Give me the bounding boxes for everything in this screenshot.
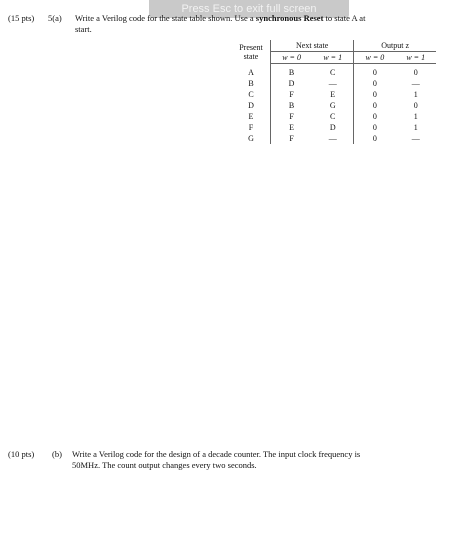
table-row: [232, 100, 436, 111]
question-5b-continuation: 50MHz. The count output changes every two seconds.: [72, 460, 257, 470]
fullscreen-exit-banner: Press Esc to exit full screen: [149, 0, 349, 18]
question-5a-continuation: start.: [75, 24, 92, 34]
table-cell: B: [288, 101, 295, 110]
table-cell: 0: [372, 134, 377, 143]
table-cell: 0: [372, 112, 377, 121]
subheader-next-w0: w = 0: [271, 52, 313, 64]
header-present-state: Present state: [232, 40, 271, 64]
table-cell: 0: [372, 101, 377, 110]
table-cell: C: [232, 89, 271, 100]
table-cell: 1: [413, 90, 418, 99]
subheader-out-w0: w = 0: [354, 52, 396, 64]
table-cell: 0: [372, 68, 377, 77]
table-cell: 0: [372, 90, 377, 99]
table-cell: —: [411, 79, 420, 88]
question-5b-number: (b): [52, 449, 62, 459]
table-cell: F: [289, 90, 294, 99]
table-cell: F: [289, 134, 294, 143]
table-cell: 0: [413, 101, 418, 110]
table-cell: C: [312, 64, 354, 79]
table-cell: D: [232, 100, 271, 111]
table-row: [232, 122, 436, 133]
table-cell: 0: [372, 79, 377, 88]
table-cell: C: [312, 111, 354, 122]
table-cell: 1: [413, 112, 418, 121]
table-cell: A: [232, 64, 271, 79]
question-5a-text-after: to state A at: [323, 13, 366, 23]
state-table: [232, 40, 436, 144]
table-cell: G: [312, 100, 354, 111]
table-cell: E: [312, 89, 354, 100]
table-cell: D: [312, 122, 354, 133]
subheader-next-w1: w = 1: [312, 52, 354, 64]
question-5a-text-before: Write a Verilog code for the state table shown. Use a: [75, 13, 256, 23]
question-5a: [8, 13, 468, 35]
table-cell: F: [232, 122, 271, 133]
table-cell: G: [232, 133, 271, 144]
question-5b-text: Write a Verilog code for the design of a decade counter. The input clock frequency is: [72, 449, 361, 459]
question-5a-points: (15 pts): [8, 13, 35, 23]
table-row: [232, 89, 436, 100]
question-5b: [8, 449, 468, 471]
table-cell: B: [288, 68, 295, 77]
table-cell: —: [411, 134, 420, 143]
table-cell: —: [312, 133, 354, 144]
table-row: [232, 78, 436, 89]
table-cell: 0: [372, 123, 377, 132]
table-cell: —: [312, 78, 354, 89]
table-cell: 1: [413, 123, 418, 132]
table-row: [232, 64, 436, 79]
question-5a-number: 5(a): [48, 13, 62, 23]
table-cell: D: [288, 79, 295, 88]
table-row: [232, 133, 436, 144]
header-next-state: Next state: [271, 40, 354, 52]
table-cell: 0: [413, 68, 418, 77]
table-cell: E: [289, 123, 295, 132]
table-cell: F: [289, 112, 294, 121]
question-5b-points: (10 pts): [8, 449, 35, 459]
subheader-out-w1: w = 1: [395, 52, 436, 64]
table-row: [232, 111, 436, 122]
header-output-z: Output z: [381, 41, 410, 50]
question-5a-bold: synchronous Reset: [255, 13, 324, 23]
table-cell: E: [232, 111, 271, 122]
table-cell: B: [232, 78, 271, 89]
